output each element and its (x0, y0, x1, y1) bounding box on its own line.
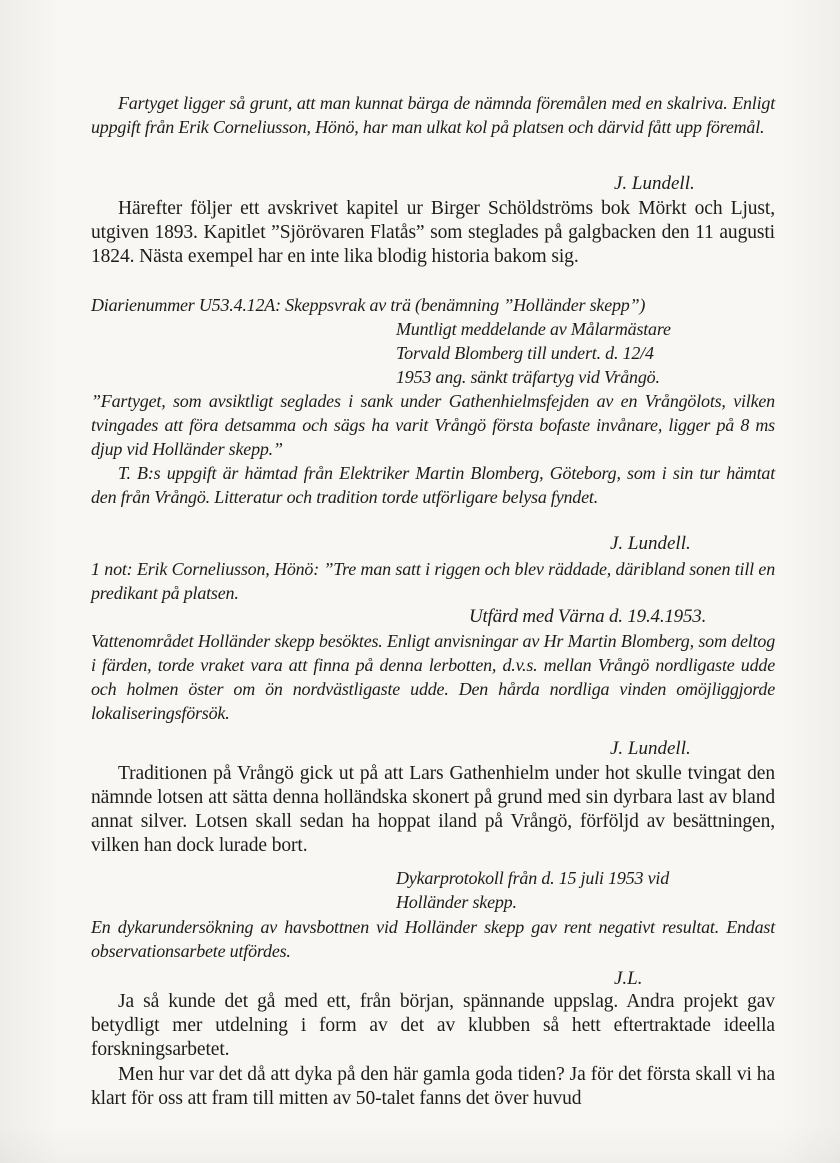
paragraph-birger-scholdstrom: Härefter följer ett avskrivet kapitel ur Birger Schöldströms bok Mörkt och Ljust, utgiven 1893. Kapitlet ”Sjörövaren Flatås” som steglades på galgbacken den 11 augusti 1824. Nästa exempel har en inte lika blodig historia bakom sig. (91, 198, 775, 267)
signature-jl: J.L. (614, 968, 643, 989)
page-edge-shadow (0, 1123, 840, 1163)
paragraph-report-1: Fartyget ligger så grunt, att man kunnat bärga de nämnda föremålen med en skalriva. Enligt uppgift från Erik Corneliusson, Hönö, har man ulkat kol på platsen och därvid fått upp föremål. (91, 93, 775, 137)
paragraph-fartyget-quote: ”Fartyget, som avsiktligt seglades i sank under Gathenhielmsfejden av en Vrångölots, vilken tvingades att föra detsamma och sägs ha varit Vrångö första bofaste invånare, ligger på 8 ms djup vid Holländer skepp.” (91, 391, 775, 459)
muntligt-line-2: Torvald Blomberg till undert. d. 12/4 (396, 343, 654, 363)
paragraph-diarienummer: Diarienummer U53.4.12A: Skeppsvrak av trä (benämning ”Holländer skepp”) (91, 295, 646, 315)
signature-lundell-3: J. Lundell. (610, 738, 691, 759)
paragraph-footnote: 1 not: Erik Corneliusson, Hönö: ”Tre man satt i riggen och blev räddade, däribland sonen till en predikant på platsen. (91, 559, 775, 603)
dykar-line-2: Holländer skepp. (396, 892, 517, 912)
muntligt-line-1: Muntligt meddelande av Målarmästare (396, 319, 671, 339)
paragraph-ja-sa-kunde: Ja så kunde det gå med ett, från början, spännande uppslag. Andra projekt gav betydligt mer utdelning i form av det av klubben så hett eftertraktade ideella forskningsarbetet. (91, 991, 775, 1060)
dykar-line-1: Dykarprotokoll från d. 15 juli 1953 vid (396, 868, 670, 888)
signature-lundell-1: J. Lundell. (614, 173, 695, 194)
paragraph-vattenomradet: Vattenområdet Holländer skepp besöktes. Enligt anvisningar av Hr Martin Blomberg, som deltog i färden, torde vraket vara att finna på denna lerbotten, d.v.s. mellan Vrångö nordligaste udde och holmen öster om ön nordvästligaste udde. Den hårda nordliga vinden omöjliggjorde lokaliseringsförsök. (91, 631, 775, 723)
paragraph-men-hur: Men hur var det då att dyka på den här gamla goda tiden? Ja för det första skall vi ha klart för oss att fram till mitten av 50-talet fanns det över huvud (91, 1064, 775, 1109)
signature-lundell-2: J. Lundell. (610, 533, 691, 554)
paragraph-dykarundersokning: En dykarundersökning av havsbottnen vid Holländer skepp gav rent negativt resultat. Endast observationsarbete utfördes. (91, 917, 775, 961)
utfard-heading: Utfärd med Värna d. 19.4.1953. (469, 606, 707, 627)
paragraph-tb-uppgift: T. B:s uppgift är hämtad från Elektriker Martin Blomberg, Göteborg, som i sin tur hämtat den från Vrångö. Litteratur och tradition torde utförligare belysa fyndet. (91, 463, 775, 507)
muntligt-line-3: 1953 ang. sänkt träfartyg vid Vrångö. (396, 367, 660, 387)
paragraph-traditionen: Traditionen på Vrångö gick ut på att Lars Gathenhielm under hot skulle tvingat den nämnde lotsen att sätta denna holländska skonert på grund med sin dyrbara last av bland annat silver. Lotsen skall sedan ha hoppat iland på Vrångö, förföljd av besättningen, vilken han dock lurade bort. (91, 763, 775, 856)
